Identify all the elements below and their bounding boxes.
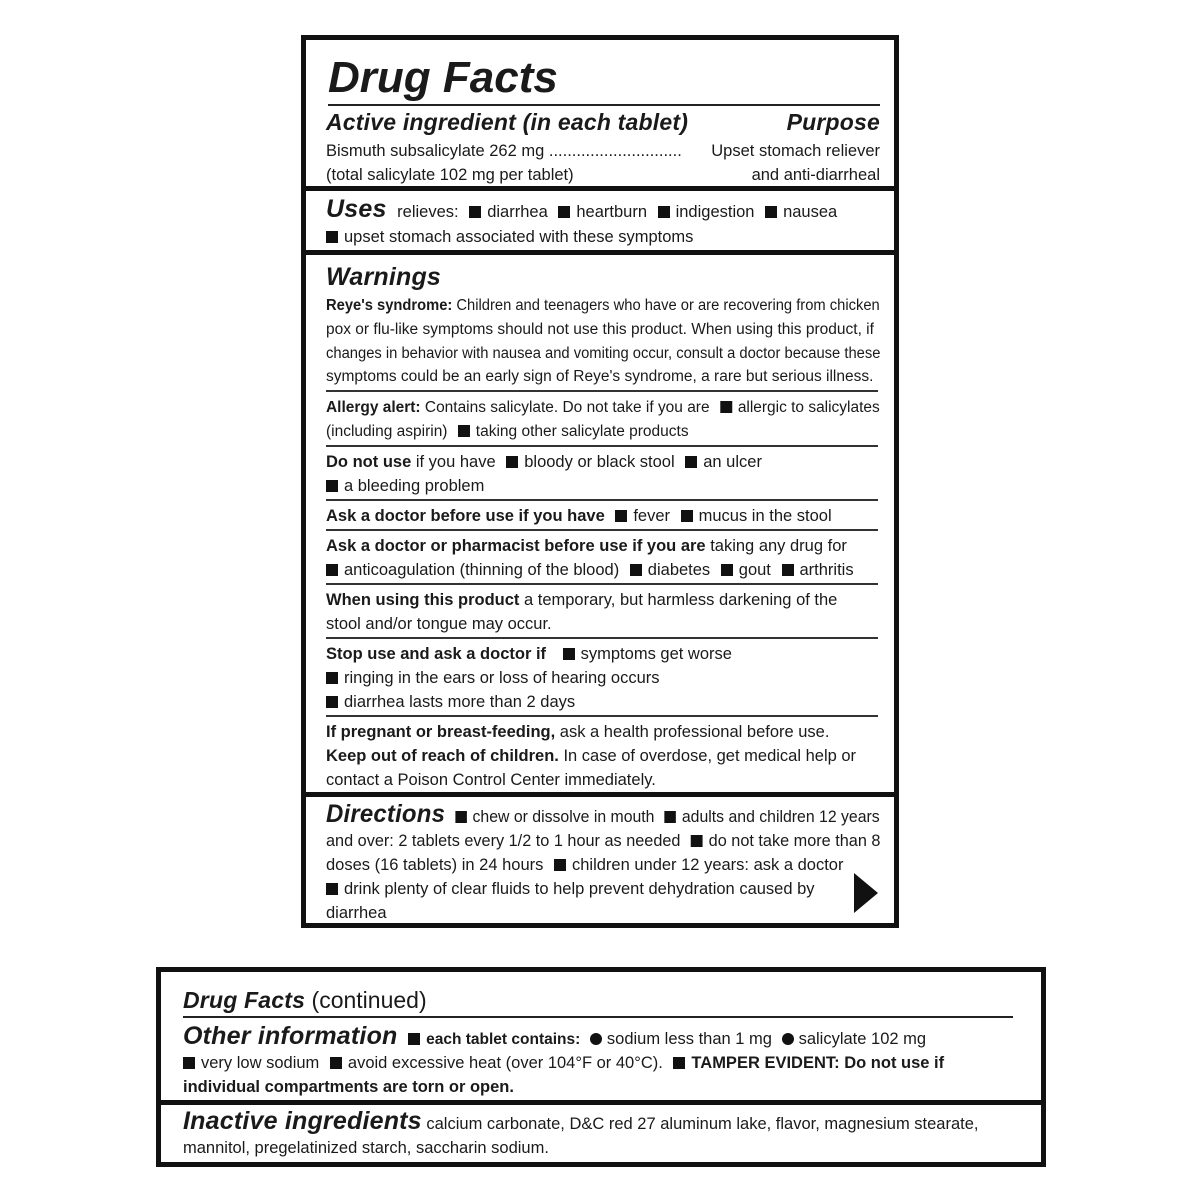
section-divider	[161, 1100, 1041, 1105]
ask-doctor-item: fever	[633, 507, 671, 525]
warning-divider	[326, 390, 878, 392]
directions-line-3	[326, 853, 880, 877]
stop-use-label: Stop use and ask a doctor if	[326, 645, 547, 663]
ask-pharmacist-text: taking any drug for	[705, 537, 847, 555]
bullet-square	[455, 811, 467, 823]
other-info-item: salicylate 102 mg	[798, 1030, 927, 1048]
bullet-square	[685, 456, 697, 468]
continued-label: (continued)	[305, 987, 427, 1013]
purpose-line-1: Upset stomach reliever	[711, 142, 880, 160]
ask-doctor-item: mucus in the stool	[698, 507, 832, 525]
bullet-square	[326, 480, 338, 492]
inactive-line-1	[183, 1109, 1027, 1139]
section-divider	[306, 250, 894, 255]
keep-out-line-2: contact a Poison Control Center immediately.	[326, 771, 656, 789]
bullet-square	[630, 564, 642, 576]
when-using-text: a temporary, but harmless darkening of the	[519, 591, 838, 609]
do-not-use-line-1	[326, 450, 880, 474]
other-info-heading: Other information	[183, 1022, 398, 1050]
direction-item: adults and children 12 years	[681, 808, 880, 826]
directions-line-2	[326, 829, 880, 853]
drug-facts-panel	[301, 35, 899, 928]
warning-divider	[326, 583, 878, 585]
active-ingredient-heading: Active ingredient (in each tablet)	[326, 109, 689, 135]
do-not-use-line-2	[326, 474, 880, 498]
use-item: diarrhea	[487, 203, 548, 221]
direction-text: doses (16 tablets) in 24 hours	[326, 856, 544, 874]
bullet-square	[469, 206, 481, 218]
inactive-line-2: mannitol, pregelatinized starch, saccharin sodium.	[183, 1139, 549, 1157]
allergy-item: taking other salicylate products	[475, 423, 689, 440]
use-item: heartburn	[576, 203, 647, 221]
bullet-square	[765, 206, 777, 218]
each-tablet-label: each tablet contains:	[426, 1031, 581, 1048]
bullet-square	[326, 696, 338, 708]
other-info-line-1	[183, 1024, 1027, 1054]
bullet-square	[326, 231, 338, 243]
bullet-square	[326, 672, 338, 684]
allergy-label: Allergy alert:	[326, 399, 421, 416]
bullet-square	[782, 564, 794, 576]
bullet-square	[673, 1057, 685, 1069]
title-rule	[328, 104, 880, 106]
direction-item: chew or dissolve in mouth	[472, 808, 655, 826]
pregnant-line	[326, 720, 880, 744]
bullet-square	[183, 1057, 195, 1069]
warning-divider	[326, 637, 878, 639]
bullet-square	[681, 510, 693, 522]
pregnant-text: ask a health professional before use.	[555, 723, 830, 741]
bullet-square	[615, 510, 627, 522]
bullet-square	[326, 883, 338, 895]
ask-pharmacist-line-2	[326, 558, 880, 582]
bullet-square	[721, 564, 733, 576]
ask-doctor-label: Ask a doctor before use if you have	[326, 507, 605, 525]
ask-pharmacist-item: anticoagulation (thinning of the blood)	[344, 561, 620, 579]
direction-item: children under 12 years: ask a doctor	[571, 856, 844, 874]
warning-divider	[326, 445, 878, 447]
continued-title: Drug Facts	[183, 987, 306, 1013]
continued-title-row	[183, 986, 1027, 1014]
other-info-line-2	[183, 1051, 1027, 1075]
bullet-square	[554, 859, 566, 871]
warning-divider	[326, 715, 878, 717]
when-using-line-2: stool and/or tongue may occur.	[326, 615, 552, 633]
tamper-evident-line-2: individual compartments are torn or open.	[183, 1078, 514, 1096]
warning-divider	[326, 529, 878, 531]
directions-line-5: diarrhea	[326, 904, 387, 922]
allergy-line-2	[326, 420, 880, 444]
use-item: indigestion	[675, 203, 755, 221]
inactive-text: calcium carbonate, D&C red 27 aluminum lake, flavor, magnesium stearate,	[421, 1115, 979, 1133]
other-info-item: avoid excessive heat (over 104°F or 40°C).	[347, 1054, 663, 1072]
ask-pharmacist-label: Ask a doctor or pharmacist before use if you are	[326, 537, 706, 555]
stop-use-item: ringing in the ears or loss of hearing occurs	[344, 669, 660, 687]
allergy-line-1	[326, 396, 880, 420]
title-rule	[183, 1016, 1013, 1018]
use-item: nausea	[783, 203, 838, 221]
ask-doctor-line	[326, 504, 880, 528]
ask-pharmacist-line-1	[326, 534, 880, 558]
do-not-use-item: an ulcer	[703, 453, 762, 471]
direction-item: do not take more than 8	[708, 832, 881, 850]
allergy-text: Contains salicylate. Do not take if you are	[420, 399, 710, 416]
reye-line-2: pox or flu-like symptoms should not use this product. When using this product, if	[326, 321, 874, 338]
bullet-dot	[590, 1033, 602, 1045]
pregnant-label: If pregnant or breast-feeding,	[326, 723, 556, 741]
stop-use-line-3	[326, 690, 880, 714]
when-using-line-1	[326, 588, 880, 612]
bullet-square	[665, 811, 677, 823]
when-using-label: When using this product	[326, 591, 520, 609]
directions-line-4	[326, 877, 880, 901]
other-info-item: very low sodium	[201, 1054, 320, 1072]
use-item: upset stomach associated with these symptoms	[344, 228, 694, 246]
ask-pharmacist-item: gout	[738, 561, 771, 579]
allergy-item: allergic to salicylates	[737, 399, 880, 416]
do-not-use-item: bloody or black stool	[524, 453, 675, 471]
direction-item: drink plenty of clear fluids to help prevent dehydration caused by	[344, 880, 815, 898]
bullet-square	[563, 648, 575, 660]
drug-facts-continued-panel	[156, 967, 1046, 1167]
uses-heading: Uses	[326, 195, 387, 223]
do-not-use-item: a bleeding problem	[344, 477, 485, 495]
bullet-square	[408, 1033, 420, 1045]
tamper-evident: TAMPER EVIDENT: Do not use if	[691, 1054, 945, 1072]
bullet-square	[691, 835, 703, 847]
keep-out-text: In case of overdose, get medical help or	[558, 747, 857, 765]
reye-line-3: changes in behavior with nausea and vomiting occur, consult a doctor because these	[326, 345, 881, 362]
stop-use-item: diarrhea lasts more than 2 days	[344, 693, 576, 711]
allergy-text: (including aspirin)	[326, 423, 448, 440]
total-salicylate: (total salicylate 102 mg per tablet)	[326, 166, 574, 184]
leader-dots: .............................	[548, 142, 682, 160]
uses-relieves: relieves:	[397, 203, 459, 221]
directions-heading: Directions	[326, 800, 446, 828]
directions-line-1	[326, 802, 880, 832]
purpose-line-2: and anti-diarrheal	[751, 166, 880, 184]
active-ingredient-line-1	[326, 139, 880, 163]
ask-pharmacist-item: diabetes	[647, 561, 711, 579]
do-not-use-label: Do not use	[326, 453, 412, 471]
keep-out-label: Keep out of reach of children.	[326, 747, 559, 765]
bullet-square	[458, 425, 470, 437]
purpose-heading: Purpose	[786, 109, 880, 135]
active-ingredient-line-2	[326, 163, 880, 187]
bullet-square	[658, 206, 670, 218]
uses-line-2	[326, 225, 880, 249]
section-divider	[306, 792, 894, 797]
bullet-dot	[782, 1033, 794, 1045]
warnings-heading: Warnings	[326, 263, 442, 291]
inactive-heading: Inactive ingredients	[183, 1107, 422, 1135]
continue-arrow-icon	[854, 873, 878, 913]
other-info-item: sodium less than 1 mg	[606, 1030, 772, 1048]
reye-label: Reye's syndrome:	[326, 297, 453, 314]
warning-divider	[326, 499, 878, 501]
stop-use-item: symptoms get worse	[580, 645, 732, 663]
bullet-square	[326, 564, 338, 576]
bullet-square	[720, 401, 732, 413]
bullet-square	[330, 1057, 342, 1069]
active-ingredient-name: Bismuth subsalicylate 262 mg	[326, 142, 549, 160]
uses-line-1	[326, 197, 880, 227]
reye-line-1	[326, 294, 880, 318]
reye-line-4: symptoms could be an early sign of Reye's syndrome, a rare but serious illness.	[326, 368, 874, 385]
section-divider	[306, 186, 894, 191]
active-ingredient-header-row	[326, 108, 880, 136]
bullet-square	[558, 206, 570, 218]
ask-pharmacist-item: arthritis	[799, 561, 854, 579]
stop-use-line-2	[326, 666, 880, 690]
bullet-square	[506, 456, 518, 468]
keep-out-line-1	[326, 744, 880, 768]
stop-use-line-1	[326, 642, 880, 666]
drug-facts-title: Drug Facts	[328, 53, 558, 102]
direction-text: and over: 2 tablets every 1/2 to 1 hour as needed	[326, 832, 681, 850]
do-not-use-text: if you have	[411, 453, 496, 471]
reye-text: Children and teenagers who have or are recovering from chicken	[452, 297, 880, 314]
